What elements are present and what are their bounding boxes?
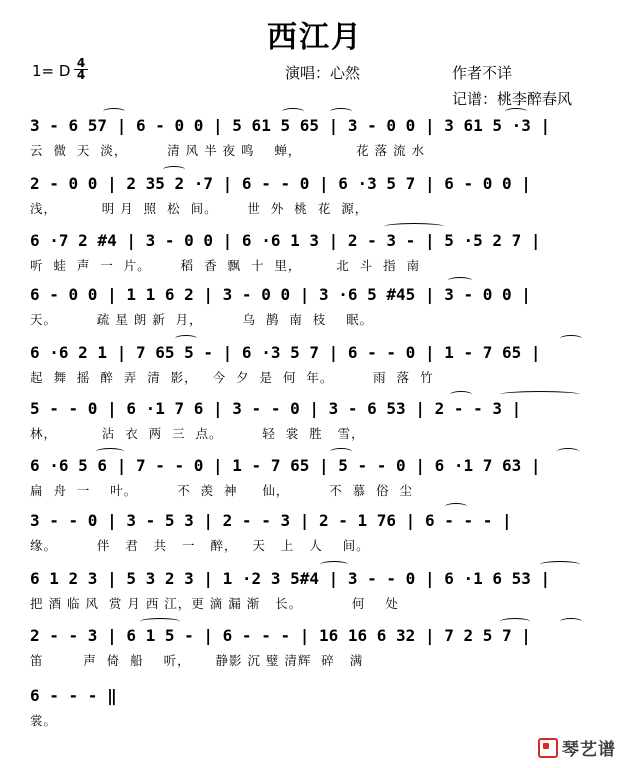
time-signature-top: 4 bbox=[74, 58, 88, 70]
notation-line: 6 - 0 0 | 1 1 6 2 | 3 - 0 0 | 3 ·6 5 #45 | 3 - 0 0 | bbox=[30, 285, 531, 304]
notation-line: 6 - - - ‖ bbox=[30, 686, 117, 705]
slur-mark bbox=[540, 561, 580, 568]
notation-line: 6 ·6 5 6 | 7 - - 0 | 1 - 7 65 | 5 - - 0 | 6 ·1 7 63 | bbox=[30, 456, 541, 475]
slur-mark bbox=[450, 391, 472, 398]
slur-mark bbox=[282, 108, 304, 115]
slur-mark bbox=[500, 391, 580, 398]
lyric-line: 把 酒 临 风 赏 月 西 江，更 滴 漏 渐 长。 何 处 bbox=[30, 596, 399, 611]
slur-mark bbox=[175, 335, 197, 342]
song-title: 西江月 bbox=[267, 20, 363, 55]
slur-mark bbox=[140, 618, 180, 625]
site-logo bbox=[538, 735, 616, 760]
time-signature-bottom: 4 bbox=[76, 68, 86, 82]
composer-credit: 作者不详 bbox=[452, 64, 513, 82]
lyric-line: 起 舞 摇 醉 弄 清 影， 今 夕 是 何 年。 雨 落 竹 bbox=[30, 370, 434, 385]
logo-icon bbox=[538, 738, 558, 758]
notation-line: 6 ·6 2 1 | 7 65 5 - | 6 ·3 5 7 | 6 - - 0 | 1 - 7 65 | bbox=[30, 343, 541, 362]
lyric-line: 缘。 伴 君 共 一 醉， 天 上 人 间。 bbox=[30, 538, 370, 553]
notation-line: 3 - - 0 | 3 - 5 3 | 2 - - 3 | 2 - 1 76 | 6 - - - | bbox=[30, 511, 512, 530]
slur-mark bbox=[163, 166, 185, 173]
arranger-credit: 记谱：桃李醉春风 bbox=[452, 90, 573, 108]
slur-mark bbox=[330, 108, 352, 115]
lyric-line: 天。 疏 星 朗 新 月， 乌 鹊 南 枝 眠。 bbox=[30, 312, 374, 327]
slur-mark bbox=[96, 448, 124, 455]
lyric-line: 听 蛙 声 一 片。 稻 香 飘 十 里， 北 斗 指 南 bbox=[30, 258, 421, 273]
singer-credit: 演唱：心然 bbox=[285, 64, 361, 82]
notation-line: 2 - - 3 | 6 1 5 - | 6 - - - | 16 16 6 32 | 7 2 5 7 | bbox=[30, 626, 531, 645]
lyric-line: 林， 沾 衣 两 三 点。 轻 裳 胜 雪， bbox=[30, 426, 365, 441]
lyric-line: 浅， 明 月 照 松 间。 世 外 桃 花 源， bbox=[30, 201, 369, 216]
slur-mark bbox=[560, 335, 582, 342]
lyric-line: 云 微 天 淡， 清 风 半 夜 鸣 蝉， 花 落 流 水 bbox=[30, 143, 426, 158]
lyric-line: 扁 舟 一 叶。 不 羡 神 仙， 不 慕 俗 尘 bbox=[30, 483, 413, 498]
slur-mark bbox=[557, 448, 579, 455]
slur-mark bbox=[448, 277, 472, 284]
time-signature bbox=[74, 58, 88, 81]
slur-mark bbox=[103, 108, 125, 115]
slur-mark bbox=[560, 618, 582, 625]
notation-line: 5 - - 0 | 6 ·1 7 6 | 3 - - 0 | 3 - 6 53 | 2 - - 3 | bbox=[30, 399, 522, 418]
notation-line: 3 - 6 57 | 6 - 0 0 | 5 61 5 65 | 3 - 0 0 | 3 61 5 ·3 | bbox=[30, 116, 551, 135]
notation-line: 6 ·7 2 #4 | 3 - 0 0 | 6 ·6 1 3 | 2 - 3 - | 5 ·5 2 7 | bbox=[30, 231, 541, 250]
slur-mark bbox=[500, 618, 530, 625]
notation-line: 6 1 2 3 | 5 3 2 3 | 1 ·2 3 5#4 | 3 - - 0 | 6 ·1 6 53 | bbox=[30, 569, 551, 588]
lyric-line: 裳。 bbox=[30, 713, 58, 728]
slur-mark bbox=[330, 448, 352, 455]
slur-mark bbox=[320, 561, 348, 568]
slur-mark bbox=[505, 108, 527, 115]
lyric-line: 笛 声 倚 船 听， 静影 沉 璧 清辉 碎 满 bbox=[30, 653, 364, 668]
notation-line: 2 - 0 0 | 2 35 2 ·7 | 6 - - 0 | 6 ·3 5 7 | 6 - 0 0 | bbox=[30, 174, 531, 193]
key-signature: 1= D bbox=[32, 62, 71, 80]
slur-mark bbox=[445, 503, 467, 510]
slur-mark bbox=[384, 223, 444, 230]
logo-text: 琴艺谱 bbox=[562, 740, 616, 760]
